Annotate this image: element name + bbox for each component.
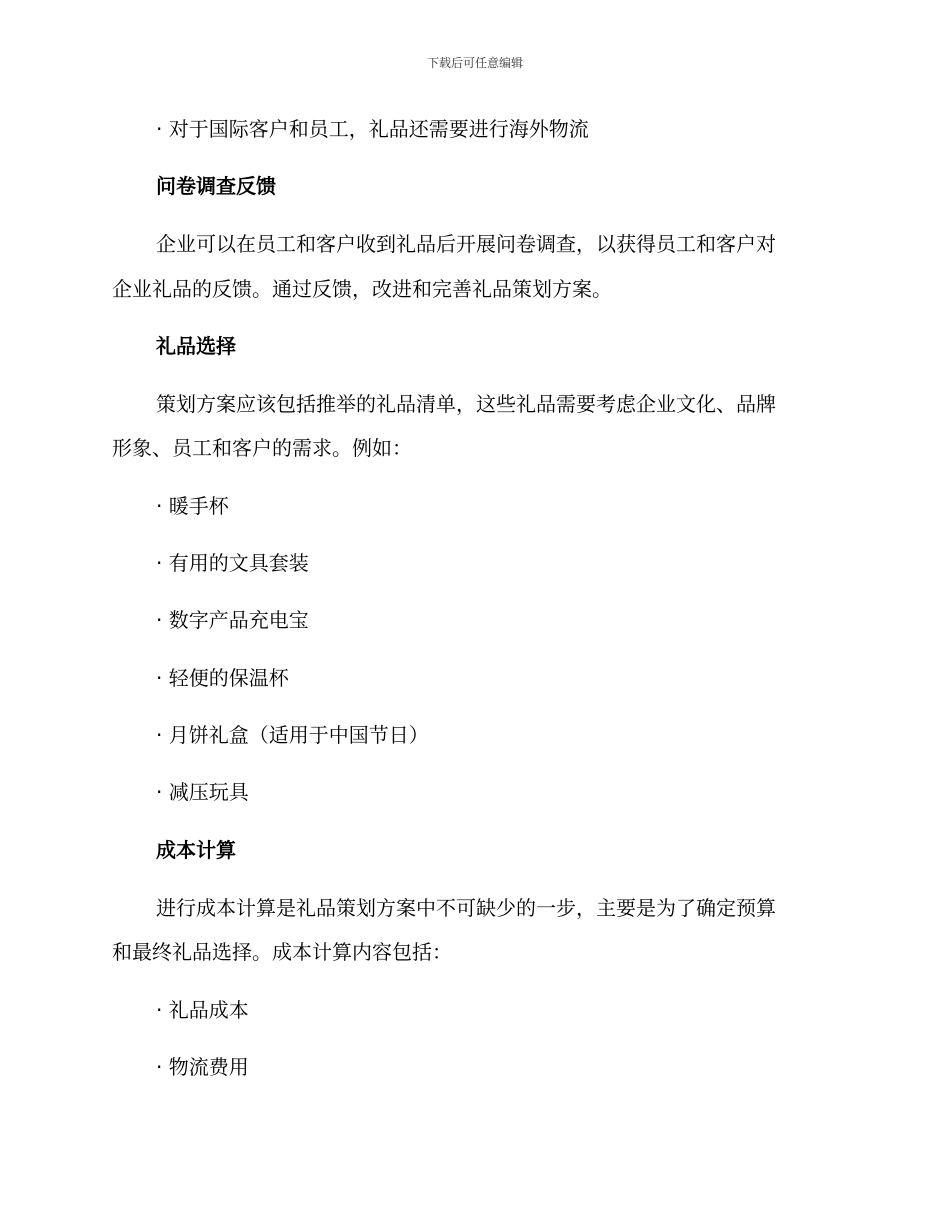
paragraph-line: 形象、员工和客户的需求。例如： [112, 436, 412, 460]
bullet-item: · 礼品成本 [156, 998, 249, 1022]
bullet-item: · 月饼礼盒（适用于中国节日） [156, 723, 429, 747]
paragraph-line: 企业礼品的反馈。通过反馈，改进和完善礼品策划方案。 [112, 277, 612, 301]
bullet-item: · 数字产品充电宝 [156, 608, 309, 632]
bullet-item: · 有用的文具套装 [156, 551, 309, 575]
bullet-item: · 物流费用 [156, 1055, 249, 1079]
paragraph-line: 进行成本计算是礼品策划方案中不可缺少的一步，主要是为了确定预算 [156, 896, 776, 920]
section-heading: 成本计算 [156, 838, 236, 862]
section-heading: 礼品选择 [156, 334, 236, 358]
paragraph-line: 和最终礼品选择。成本计算内容包括： [112, 940, 452, 964]
bullet-item: · 暖手杯 [156, 494, 229, 518]
bullet-item: · 对于国际客户和员工，礼品还需要进行海外物流 [156, 117, 589, 141]
page-header: 下载后可任意编辑 [426, 56, 523, 70]
bullet-item: · 轻便的保温杯 [156, 666, 289, 690]
section-heading: 问卷调查反馈 [156, 174, 276, 198]
bullet-item: · 减压玩具 [156, 780, 249, 804]
paragraph-line: 策划方案应该包括推举的礼品清单，这些礼品需要考虑企业文化、品牌 [156, 392, 776, 416]
paragraph-line: 企业可以在员工和客户收到礼品后开展问卷调查，以获得员工和客户对 [156, 232, 776, 256]
